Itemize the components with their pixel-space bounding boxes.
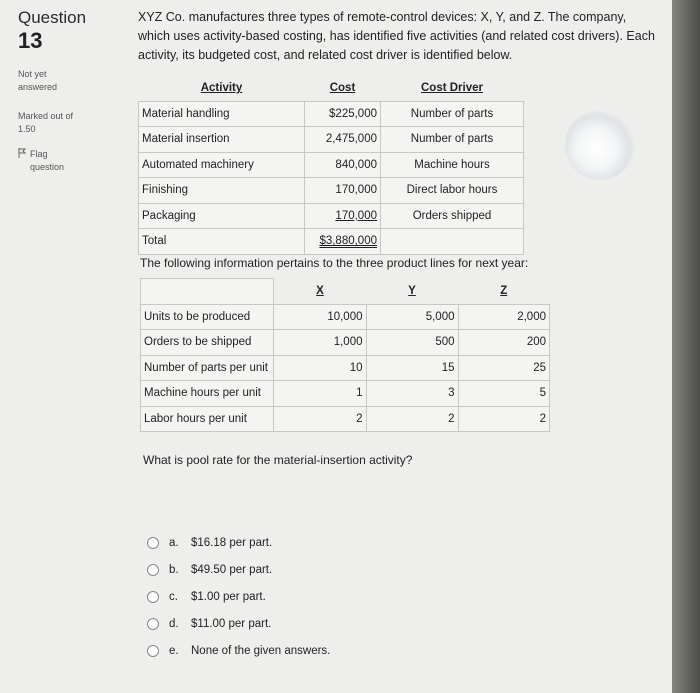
value-x: 2 <box>274 406 367 432</box>
value-z: 25 <box>458 355 550 381</box>
question-content <box>138 8 658 65</box>
option-letter: b. <box>169 563 179 576</box>
option-letter: c. <box>169 590 178 603</box>
screen-glare-icon <box>565 110 635 180</box>
row-label: Units to be produced <box>141 304 274 330</box>
product-y-header: Y <box>408 285 416 297</box>
activity-cost: 2,475,000 <box>305 127 381 153</box>
answer-option-c[interactable] <box>147 583 330 610</box>
total-cost: $3,880,000 <box>305 229 381 255</box>
value-z: 2,000 <box>458 304 550 330</box>
option-text: $11.00 per part. <box>191 617 272 630</box>
activity-name: Automated machinery <box>139 152 305 178</box>
question-text: What is pool rate for the material-insertion activity? <box>143 453 413 467</box>
question-intro: XYZ Co. manufactures three types of remote-control devices: X, Y, and Z. The company, which uses activity-based costing, has identified five activities (and related cost drivers). Each activity, its budgeted cost, and related cost driver is identified below. <box>138 10 655 62</box>
answer-option-e[interactable] <box>147 637 330 664</box>
table-row <box>141 330 550 356</box>
radio-button[interactable] <box>147 645 159 657</box>
flag-question-link[interactable] <box>18 148 108 174</box>
total-driver-empty <box>381 229 524 255</box>
option-text: $49.50 per part. <box>191 563 273 576</box>
row-label: Machine hours per unit <box>141 381 274 407</box>
product-z-header: Z <box>500 285 508 297</box>
activity-name: Material handling <box>139 101 305 127</box>
option-text: None of the given answers. <box>191 644 331 657</box>
question-info-panel <box>18 8 108 198</box>
value-z: 5 <box>458 381 550 407</box>
option-letter: e. <box>169 644 179 657</box>
radio-button[interactable] <box>147 618 159 630</box>
cost-header: Cost <box>329 82 356 95</box>
value-x: 1,000 <box>274 330 367 356</box>
table-row <box>141 304 550 330</box>
value-y: 3 <box>366 381 458 407</box>
value-y: 5,000 <box>366 304 458 330</box>
value-x: 10 <box>274 355 367 381</box>
activity-driver: Number of parts <box>381 127 524 153</box>
monitor-bezel <box>672 0 700 693</box>
row-label: Orders to be shipped <box>141 330 274 356</box>
value-x: 1 <box>274 381 367 407</box>
total-label: Total <box>139 229 305 255</box>
table-row <box>141 355 550 381</box>
table-row <box>139 203 524 229</box>
value-y: 500 <box>366 330 458 356</box>
activity-header: Activity <box>200 82 243 95</box>
activity-driver: Orders shipped <box>381 203 524 229</box>
answer-option-a[interactable] <box>147 529 330 556</box>
row-label: Labor hours per unit <box>141 406 274 432</box>
activity-name: Material insertion <box>139 127 305 153</box>
cost-driver-header: Cost Driver <box>421 82 483 95</box>
activity-driver: Number of parts <box>381 101 524 127</box>
value-x: 10,000 <box>274 304 367 330</box>
activity-table <box>138 76 524 255</box>
option-text: $1.00 per part. <box>191 590 266 603</box>
answer-options <box>147 529 330 664</box>
product-x-header: X <box>316 285 324 297</box>
table-row <box>139 101 524 127</box>
row-label: Number of parts per unit <box>141 355 274 381</box>
radio-button[interactable] <box>147 591 159 603</box>
activity-cost: 840,000 <box>305 152 381 178</box>
activity-cost: $225,000 <box>305 101 381 127</box>
option-letter: a. <box>169 536 179 549</box>
product-table <box>140 278 550 432</box>
activity-name: Packaging <box>139 203 305 229</box>
option-text: $16.18 per part. <box>191 536 273 549</box>
table-row <box>139 152 524 178</box>
flag-question-label: Flag question <box>30 149 65 172</box>
activity-cost: 170,000 <box>305 178 381 204</box>
question-number: 13 <box>18 28 43 53</box>
activity-driver: Machine hours <box>381 152 524 178</box>
answer-option-b[interactable] <box>147 556 330 583</box>
table-row <box>141 381 550 407</box>
option-letter: d. <box>169 617 179 630</box>
answer-option-d[interactable] <box>147 610 330 637</box>
value-z: 2 <box>458 406 550 432</box>
value-y: 2 <box>366 406 458 432</box>
question-status: Not yet answered <box>18 69 58 92</box>
activity-cost: 170,000 <box>305 203 381 229</box>
table-row <box>141 406 550 432</box>
activity-name: Finishing <box>139 178 305 204</box>
table-row <box>139 178 524 204</box>
table-row <box>139 127 524 153</box>
activity-driver: Direct labor hours <box>381 178 524 204</box>
value-z: 200 <box>458 330 550 356</box>
radio-button[interactable] <box>147 564 159 576</box>
question-marks: Marked out of 1.50 <box>18 111 74 134</box>
table-row <box>139 229 524 255</box>
flag-icon <box>18 148 26 158</box>
product-header-empty <box>141 279 274 305</box>
question-label: Question <box>18 8 87 27</box>
pertains-text: The following information pertains to the three product lines for next year: <box>140 256 529 270</box>
value-y: 15 <box>366 355 458 381</box>
radio-button[interactable] <box>147 537 159 549</box>
